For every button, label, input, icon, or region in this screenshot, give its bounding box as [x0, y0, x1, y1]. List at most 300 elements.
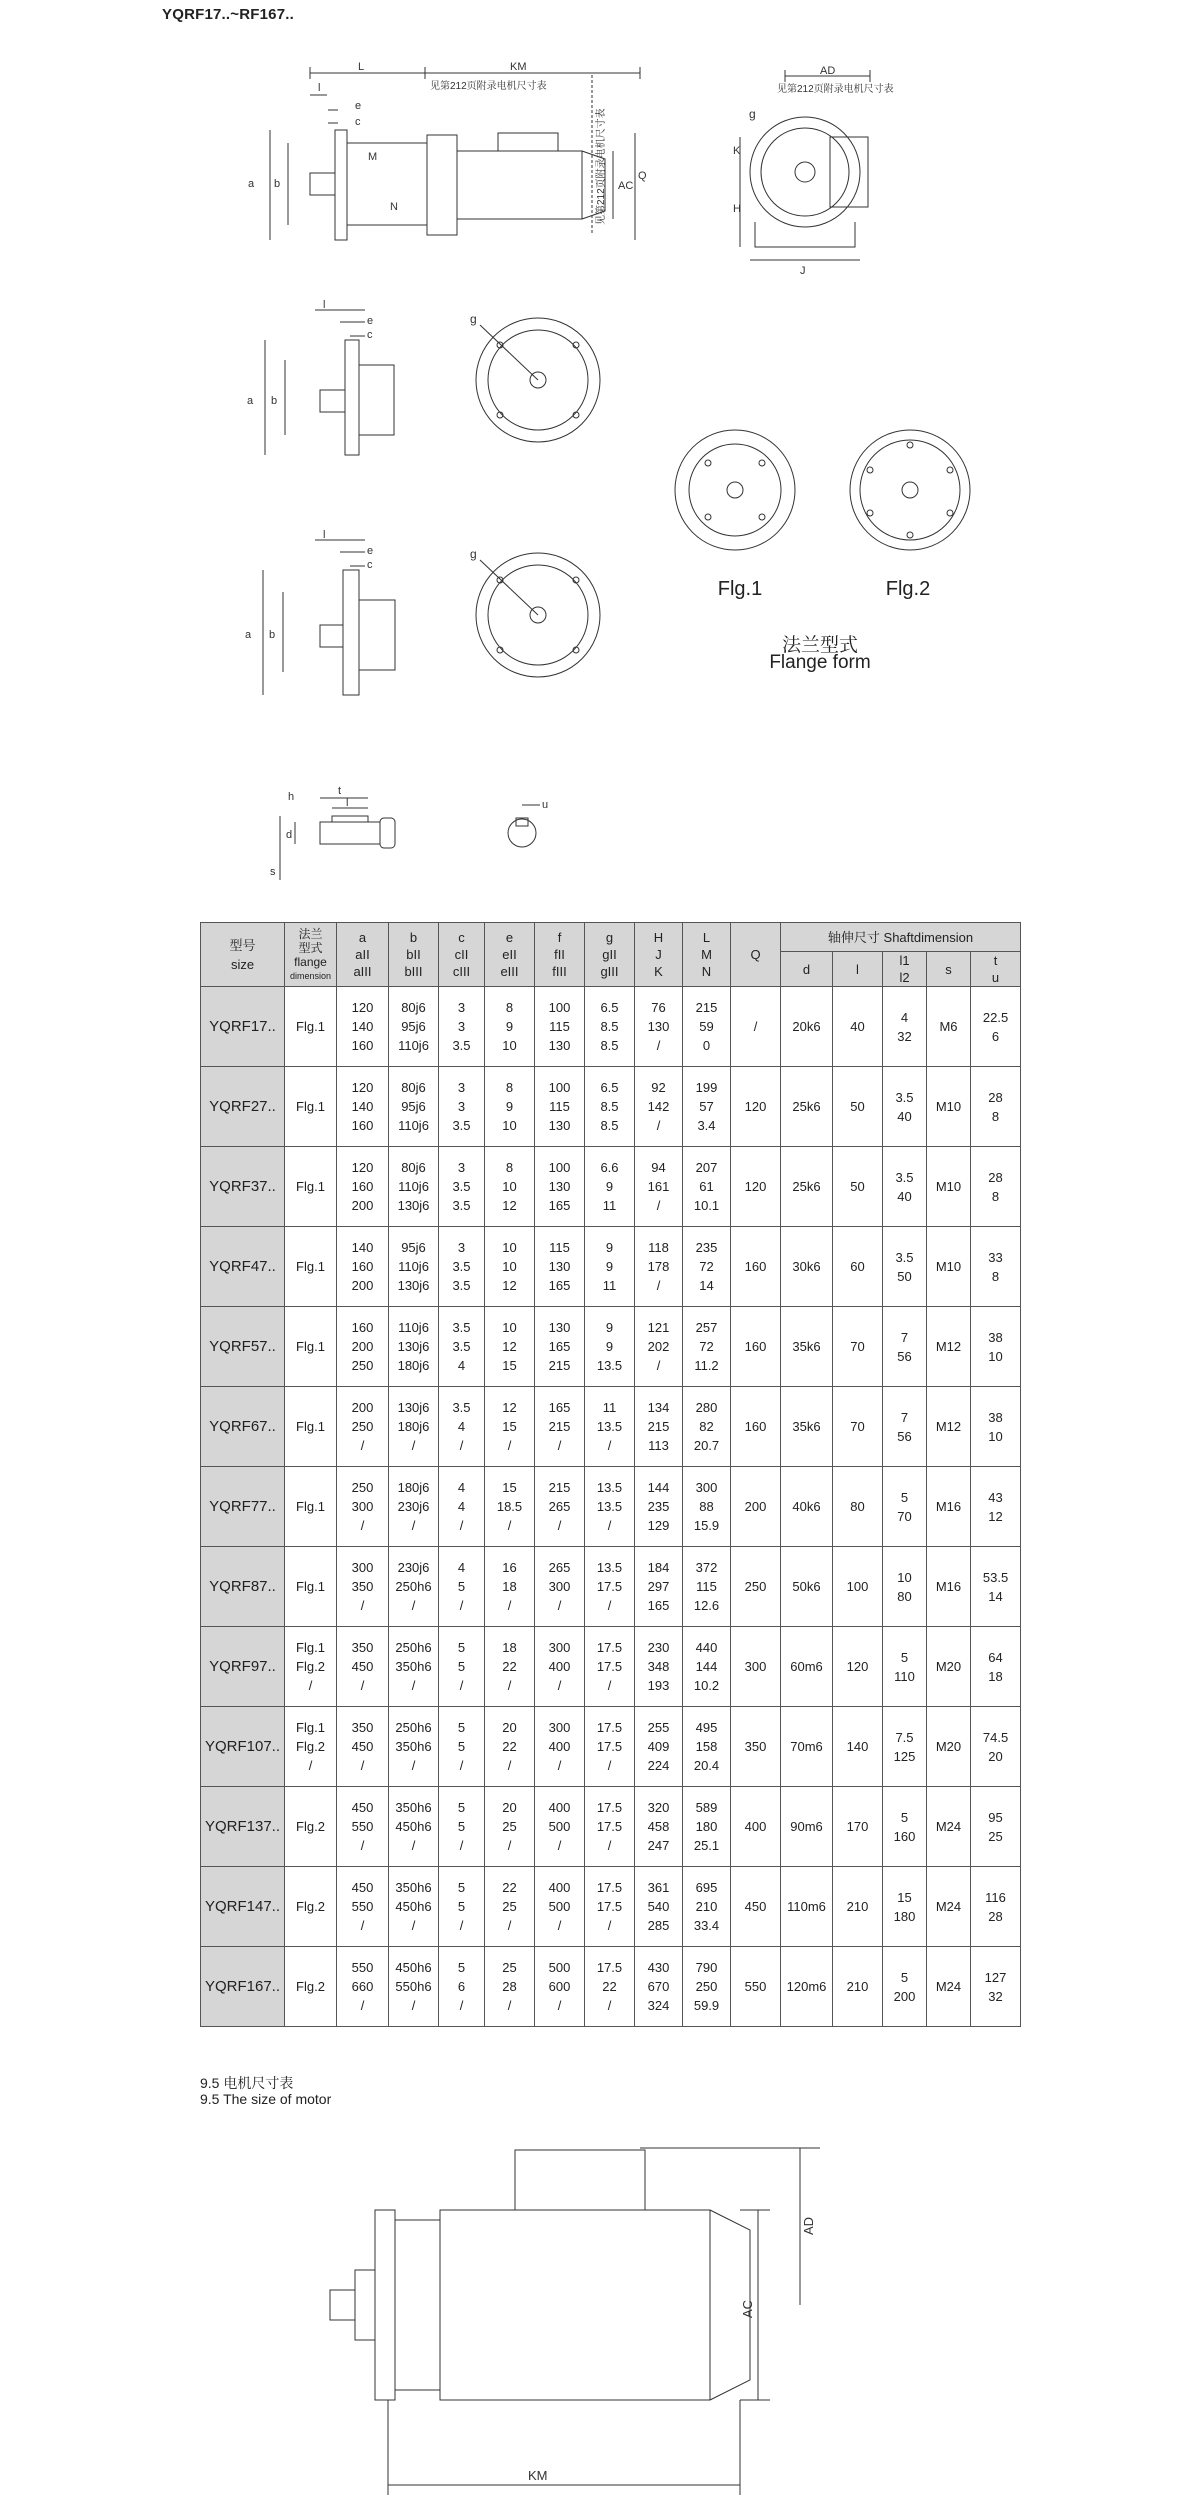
- hjk-cell-lines: [635, 1718, 682, 1775]
- f-cell-lines: [535, 1318, 584, 1375]
- lmn-cell: [683, 1147, 731, 1227]
- e-cell-lines: [485, 1078, 534, 1135]
- g-cell-lines: [585, 1398, 634, 1455]
- g-value: 8.5: [600, 1019, 619, 1034]
- b-value: 180j6: [397, 1419, 430, 1434]
- mid-dim-l-label: l: [323, 299, 326, 311]
- flange-cell-lines: [285, 1177, 336, 1196]
- f-value: 130: [548, 1259, 571, 1274]
- hjk-value: 247: [647, 1838, 670, 1853]
- b-value: /: [411, 1518, 416, 1533]
- hjk-value: 297: [647, 1579, 670, 1594]
- a-cell-lines: [337, 1078, 388, 1135]
- header-flange-2: flange: [294, 954, 327, 969]
- c-value: 3.5: [452, 1198, 471, 1213]
- tu-value: 28: [988, 1089, 1003, 1105]
- tu-value: 6: [991, 1028, 1000, 1044]
- d-cell: 60m6: [781, 1627, 833, 1707]
- dim-b-label: b: [274, 178, 281, 190]
- dim-c-label: c: [355, 116, 361, 128]
- l12-cell-lines: [883, 1888, 926, 1926]
- f-value: 130: [548, 1038, 571, 1053]
- c-cell: [439, 1627, 485, 1707]
- flange-cell: [285, 1707, 337, 1787]
- lmn-value: 72: [699, 1339, 714, 1354]
- f-value: 500: [548, 1960, 571, 1975]
- lmn-value: 59.9: [693, 1998, 720, 2013]
- a-cell-lines: [337, 1398, 388, 1455]
- g-cell: [585, 1067, 635, 1147]
- header-lmn-1: M: [701, 947, 712, 962]
- b-cell-lines: [389, 1078, 438, 1135]
- dim-a-label: a: [248, 178, 255, 190]
- c-value: 4: [457, 1419, 466, 1434]
- b-value: 80j6: [401, 1080, 426, 1095]
- size-cell: YQRF87..: [201, 1547, 285, 1627]
- f-cell: [535, 1227, 585, 1307]
- d-cell: 30k6: [781, 1227, 833, 1307]
- e-cell-lines: [485, 1958, 534, 2015]
- e-value: 12: [502, 1400, 517, 1415]
- g-value: 17.5: [596, 1659, 623, 1674]
- a-cell: [337, 1227, 389, 1307]
- g-cell: [585, 1787, 635, 1867]
- d-cell: 70m6: [781, 1707, 833, 1787]
- flange-value: Flg.2: [296, 1899, 325, 1914]
- c-cell: [439, 1787, 485, 1867]
- flange-cell: [285, 1547, 337, 1627]
- b-value: 80j6: [401, 1160, 426, 1175]
- lmn-value: 250: [695, 1979, 718, 1994]
- l-cell: 120: [833, 1627, 883, 1707]
- tu-value: 8: [991, 1108, 1000, 1124]
- tu-value: 20: [988, 1748, 1003, 1764]
- s-cell: M10: [927, 1067, 971, 1147]
- s-cell: M6: [927, 987, 971, 1067]
- c-cell-lines: [439, 998, 484, 1055]
- tu-value: 8: [991, 1188, 1000, 1204]
- l12-value: 32: [897, 1028, 912, 1044]
- c-cell: [439, 1387, 485, 1467]
- s-cell: M24: [927, 1867, 971, 1947]
- header-size: [201, 923, 285, 987]
- l12-value: 180: [893, 1908, 916, 1924]
- g-value: 22: [602, 1979, 617, 1994]
- e-cell-lines: [485, 1478, 534, 1535]
- header-tu: [971, 952, 1021, 987]
- g-value: 9: [605, 1320, 614, 1335]
- lmn-value: 10.2: [693, 1678, 720, 1693]
- c-cell-lines: [439, 1558, 484, 1615]
- hjk-cell: [635, 1467, 683, 1547]
- f-value: 115: [549, 1240, 570, 1255]
- tu-cell-lines: [971, 1408, 1020, 1446]
- a-value: 300: [351, 1499, 374, 1514]
- e-cell: [485, 1627, 535, 1707]
- a-value: 550: [351, 1960, 374, 1975]
- b-value: 250h6: [395, 1579, 432, 1594]
- header-g: [585, 923, 635, 987]
- l12-cell: [883, 1547, 927, 1627]
- table-row: [201, 1387, 1021, 1467]
- s-cell: M20: [927, 1707, 971, 1787]
- f-cell-lines: [535, 1878, 584, 1935]
- f-value: 215: [548, 1480, 571, 1495]
- tu-cell-lines: [971, 1008, 1020, 1046]
- header-d: d: [781, 952, 833, 987]
- flange-value: Flg.1: [296, 1019, 325, 1034]
- b-value: /: [411, 1838, 416, 1853]
- c-value: /: [459, 1758, 464, 1773]
- flange-cell-lines: [285, 1817, 336, 1836]
- tu-cell: [971, 1787, 1021, 1867]
- e-value: 10: [502, 1118, 517, 1133]
- c-value: 5: [457, 1579, 466, 1594]
- b-value: 110j6: [398, 1038, 429, 1053]
- flange-variant-3-side: [235, 530, 405, 700]
- flange-cell: [285, 1867, 337, 1947]
- c-cell: [439, 1547, 485, 1627]
- e-value: 18: [502, 1579, 517, 1594]
- b-cell-lines: [389, 1718, 438, 1775]
- f-value: 165: [548, 1339, 571, 1354]
- flange-cell: [285, 1067, 337, 1147]
- c-value: /: [459, 1678, 464, 1693]
- f-value: 300: [548, 1640, 571, 1655]
- d-cell: 35k6: [781, 1387, 833, 1467]
- s-cell: M24: [927, 1947, 971, 2027]
- header-flange-1: 型式: [298, 940, 323, 955]
- header-b-0: b: [409, 930, 418, 945]
- size-cell: YQRF37..: [201, 1147, 285, 1227]
- b-value: 80j6: [401, 1000, 426, 1015]
- dim-H-label: H: [733, 203, 741, 215]
- e-cell: [485, 1307, 535, 1387]
- f-value: 400: [548, 1659, 571, 1674]
- b-cell: [389, 1147, 439, 1227]
- f-value: 600: [548, 1979, 571, 1994]
- e-value: 8: [505, 1160, 514, 1175]
- dim-KM-label: KM: [510, 61, 527, 73]
- g-cell: [585, 1227, 635, 1307]
- flange-value: Flg.1: [296, 1579, 325, 1594]
- hjk-value: 178: [647, 1259, 670, 1274]
- b-value: 450h6: [395, 1960, 432, 1975]
- c-value: 5: [457, 1659, 466, 1674]
- c-value: 3: [457, 1080, 466, 1095]
- e-value: /: [507, 1838, 512, 1853]
- c-value: 3.5: [452, 1278, 471, 1293]
- f-value: 400: [548, 1739, 571, 1754]
- e-value: /: [507, 1438, 512, 1453]
- header-flange-3: dimension: [289, 970, 332, 981]
- f-value: 130: [548, 1320, 571, 1335]
- dim-l-label: l: [318, 82, 321, 94]
- b-cell-lines: [389, 1798, 438, 1855]
- l12-value: 40: [897, 1188, 912, 1204]
- header-size-lines: [201, 936, 284, 974]
- g-value: 11: [602, 1278, 617, 1293]
- c-value: 4: [457, 1358, 466, 1373]
- l12-cell: [883, 1867, 927, 1947]
- l12-value: 56: [897, 1348, 912, 1364]
- e-value: 20: [502, 1800, 517, 1815]
- l12-cell-lines: [883, 1328, 926, 1366]
- size-cell: YQRF147..: [201, 1867, 285, 1947]
- l12-cell-lines: [883, 1808, 926, 1846]
- hjk-value: /: [656, 1038, 661, 1053]
- l12-value: 5: [900, 1969, 909, 1985]
- b-cell-lines: [389, 1558, 438, 1615]
- l12-cell: [883, 1787, 927, 1867]
- a-value: 160: [351, 1320, 374, 1335]
- hjk-value: 670: [647, 1979, 670, 1994]
- tu-cell-lines: [971, 1168, 1020, 1206]
- hjk-value: 161: [647, 1179, 670, 1194]
- b-value: /: [411, 1598, 416, 1613]
- l12-cell-lines: [883, 1168, 926, 1206]
- section-note-cn: 9.5 电机尺寸表: [200, 2075, 294, 2091]
- hjk-value: 193: [647, 1678, 670, 1693]
- hjk-value: 113: [648, 1438, 669, 1453]
- hjk-cell-lines: [635, 1798, 682, 1855]
- flange-cell: [285, 1947, 337, 2027]
- g-cell: [585, 1467, 635, 1547]
- hjk-cell: [635, 1867, 683, 1947]
- s-cell: M12: [927, 1307, 971, 1387]
- b-value: /: [411, 1438, 416, 1453]
- flange-form-title-en: Flange form: [769, 652, 871, 673]
- lmn-value: 33.4: [693, 1918, 720, 1933]
- hjk-value: 215: [647, 1419, 670, 1434]
- lmn-value: 20.7: [693, 1438, 720, 1453]
- g-value: 17.5: [596, 1960, 623, 1975]
- tu-cell-lines: [971, 1888, 1020, 1926]
- motor-drawing: [300, 2130, 860, 2500]
- f-cell: [535, 1867, 585, 1947]
- l-cell: 80: [833, 1467, 883, 1547]
- e-cell: [485, 1707, 535, 1787]
- e-cell: [485, 1787, 535, 1867]
- f-value: 115: [549, 1099, 570, 1114]
- l-cell: 50: [833, 1067, 883, 1147]
- f-value: /: [557, 1438, 562, 1453]
- size-cell: YQRF17..: [201, 987, 285, 1067]
- f-cell: [535, 1947, 585, 2027]
- b-value: 110j6: [398, 1118, 429, 1133]
- f-value: 215: [548, 1358, 571, 1373]
- q-cell: 450: [731, 1867, 781, 1947]
- l12-value: 200: [893, 1988, 916, 2004]
- lmn-cell-lines: [683, 998, 730, 1055]
- header-l12-1: l2: [899, 970, 910, 985]
- header-hjk: [635, 923, 683, 987]
- l12-value: 40: [897, 1108, 912, 1124]
- e-value: 20: [502, 1720, 517, 1735]
- b-value: 230j6: [397, 1499, 430, 1514]
- flange-value: Flg.1: [296, 1259, 325, 1274]
- a-value: /: [360, 1598, 365, 1613]
- e-value: 22: [502, 1659, 517, 1674]
- tu-cell-lines: [971, 1088, 1020, 1126]
- a-value: 550: [351, 1899, 374, 1914]
- lmn-cell-lines: [683, 1958, 730, 2015]
- lmn-value: 10.1: [693, 1198, 720, 1213]
- lmn-value: 57: [699, 1099, 714, 1114]
- f-cell-lines: [535, 1078, 584, 1135]
- a-value: 250: [351, 1480, 374, 1495]
- size-cell: YQRF107..: [201, 1707, 285, 1787]
- c-value: /: [459, 1518, 464, 1533]
- s-cell: M20: [927, 1627, 971, 1707]
- a-value: 160: [351, 1118, 374, 1133]
- b-value: /: [411, 1758, 416, 1773]
- dim-J-label: J: [800, 265, 806, 277]
- a-value: 140: [351, 1240, 374, 1255]
- e-value: /: [507, 1758, 512, 1773]
- hjk-cell: [635, 1387, 683, 1467]
- f-value: 100: [548, 1000, 571, 1015]
- hjk-value: 540: [647, 1899, 670, 1914]
- flange-cell: [285, 1787, 337, 1867]
- l12-cell: [883, 1947, 927, 2027]
- l12-value: 56: [897, 1428, 912, 1444]
- g-value: 17.5: [596, 1880, 623, 1895]
- header-c: [439, 923, 485, 987]
- g-value: 17.5: [596, 1640, 623, 1655]
- a-cell: [337, 1387, 389, 1467]
- f-cell: [535, 1547, 585, 1627]
- d-cell: 110m6: [781, 1867, 833, 1947]
- b-value: 350h6: [395, 1880, 432, 1895]
- lmn-cell-lines: [683, 1318, 730, 1375]
- e-cell-lines: [485, 1638, 534, 1695]
- flange-cell-lines: [285, 1257, 336, 1276]
- b-value: 95j6: [401, 1019, 426, 1034]
- header-f: [535, 923, 585, 987]
- lmn-cell: [683, 1387, 731, 1467]
- g-value: 11: [602, 1400, 617, 1415]
- tu-value: 43: [988, 1489, 1003, 1505]
- lmn-cell-lines: [683, 1718, 730, 1775]
- e-value: 9: [505, 1019, 514, 1034]
- tu-value: 116: [985, 1889, 1006, 1905]
- mid-dim-c-label: c: [367, 329, 373, 341]
- e-cell: [485, 1947, 535, 2027]
- f-value: /: [557, 1838, 562, 1853]
- tu-value: 10: [988, 1348, 1003, 1364]
- b-cell: [389, 1707, 439, 1787]
- a-cell-lines: [337, 1638, 388, 1695]
- f-cell: [535, 1787, 585, 1867]
- table-row: [201, 1547, 1021, 1627]
- lmn-value: 15.9: [693, 1518, 720, 1533]
- lmn-cell-lines: [683, 1398, 730, 1455]
- shaft-detail-drawing: [270, 780, 570, 905]
- f-value: 130: [548, 1179, 571, 1194]
- tu-cell: [971, 1867, 1021, 1947]
- lmn-cell: [683, 1707, 731, 1787]
- b-cell: [389, 1947, 439, 2027]
- c-value: /: [459, 1998, 464, 2013]
- a-cell-lines: [337, 1318, 388, 1375]
- e-value: 8: [505, 1080, 514, 1095]
- flange-fig2-label: Flg.2: [885, 578, 931, 600]
- lmn-value: 144: [695, 1659, 718, 1674]
- f-value: 115: [549, 1019, 570, 1034]
- lmn-value: 300: [695, 1480, 718, 1495]
- b-value: /: [411, 1918, 416, 1933]
- l12-value: 5: [900, 1809, 909, 1825]
- hjk-value: 324: [647, 1998, 670, 2013]
- flange-value: Flg.1: [296, 1179, 325, 1194]
- b-value: /: [411, 1998, 416, 2013]
- hjk-cell-lines: [635, 1398, 682, 1455]
- a-value: 160: [351, 1179, 374, 1194]
- g-cell-lines: [585, 1318, 634, 1375]
- tu-cell-lines: [971, 1488, 1020, 1526]
- d-cell: 25k6: [781, 1067, 833, 1147]
- low-dim-e-label: e: [367, 545, 374, 557]
- a-cell-lines: [337, 1158, 388, 1215]
- g-value: 6.5: [600, 1000, 619, 1015]
- l12-value: 5: [900, 1489, 909, 1505]
- f-value: /: [557, 1598, 562, 1613]
- f-value: 100: [548, 1080, 571, 1095]
- b-cell: [389, 1467, 439, 1547]
- g-value: 9: [605, 1259, 614, 1274]
- l12-cell: [883, 1387, 927, 1467]
- header-g-1: gII: [602, 947, 617, 962]
- c-value: 5: [457, 1960, 466, 1975]
- f-cell-lines: [535, 1558, 584, 1615]
- b-value: 250h6: [395, 1640, 432, 1655]
- a-cell: [337, 1067, 389, 1147]
- a-value: /: [360, 1918, 365, 1933]
- l12-value: 3.5: [895, 1249, 914, 1265]
- flange-variant-2-side: [235, 300, 405, 460]
- hjk-value: 129: [647, 1518, 670, 1533]
- hjk-value: 144: [647, 1480, 670, 1495]
- header-e-1: eII: [502, 947, 517, 962]
- g-value: 17.5: [596, 1899, 623, 1914]
- f-cell-lines: [535, 1798, 584, 1855]
- e-value: 25: [502, 1899, 517, 1914]
- mid-dim-a-label: a: [247, 395, 254, 407]
- c-value: 5: [457, 1800, 466, 1815]
- tu-value: 74.5: [982, 1729, 1009, 1745]
- g-value: /: [607, 1598, 612, 1613]
- hjk-cell-lines: [635, 1958, 682, 2015]
- g-cell: [585, 1707, 635, 1787]
- a-value: 450: [351, 1739, 374, 1754]
- a-cell: [337, 1547, 389, 1627]
- tu-value: 8: [991, 1268, 1000, 1284]
- hjk-value: 130: [647, 1019, 670, 1034]
- g-value: 17.5: [596, 1720, 623, 1735]
- flange-cell-lines: [285, 1097, 336, 1116]
- flange-cell-lines: [285, 1718, 336, 1775]
- l-cell: 140: [833, 1707, 883, 1787]
- table-row: [201, 1067, 1021, 1147]
- tu-cell: [971, 1307, 1021, 1387]
- l12-cell: [883, 1147, 927, 1227]
- lmn-cell: [683, 1547, 731, 1627]
- a-value: 350: [351, 1579, 374, 1594]
- flange-cell-lines: [285, 1417, 336, 1436]
- l12-cell: [883, 1627, 927, 1707]
- b-value: 130j6: [397, 1278, 430, 1293]
